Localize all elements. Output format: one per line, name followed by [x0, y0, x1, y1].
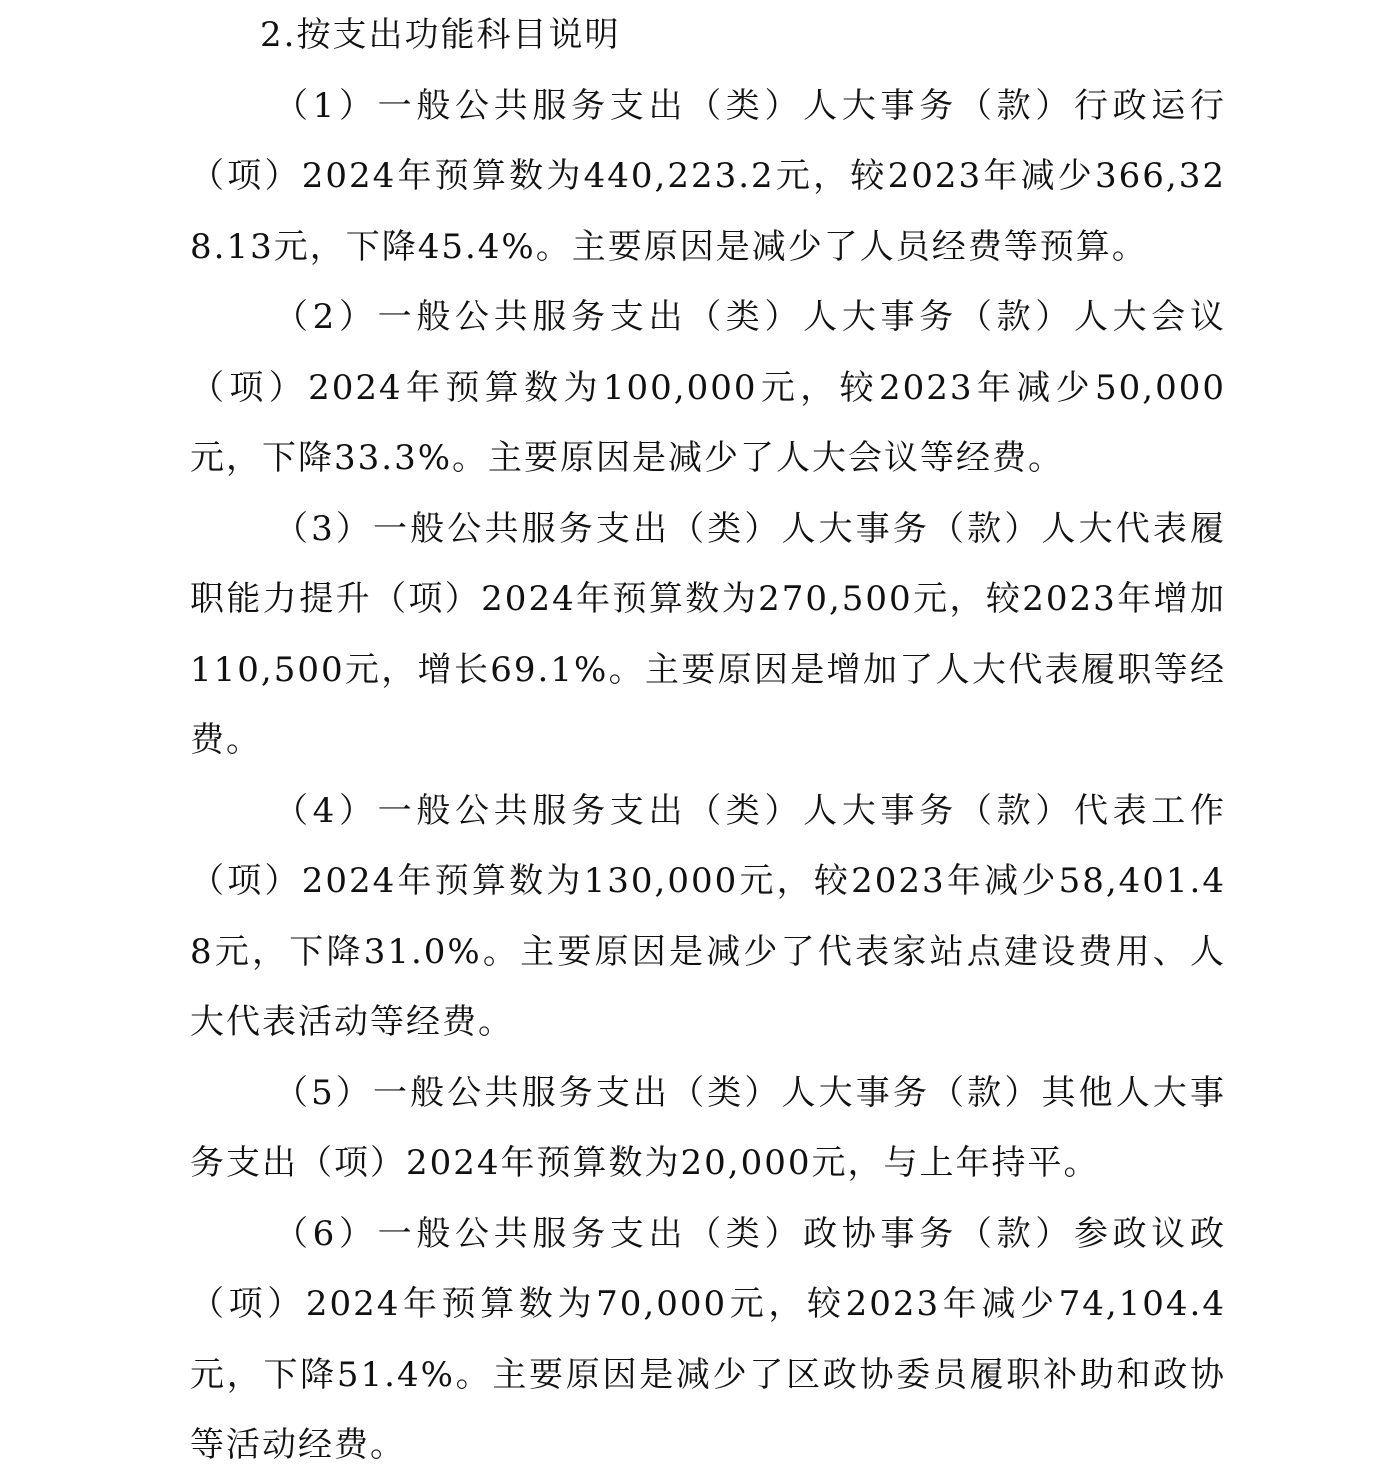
paragraph-item-2: （2）一般公共服务支出（类）人大事务（款）人大会议（项）2024年预算数为100,000元，较2023年减少50,000元，下降33.3%。主要原因是减少了人大会议等经费。	[190, 297, 1226, 478]
paragraph-item-5: （5）一般公共服务支出（类）人大事务（款）其他人大事务支出（项）2024年预算数为20,000元，与上年持平。	[190, 1072, 1226, 1183]
section-heading: 2.按支出功能科目说明	[260, 15, 621, 55]
paragraph-item-1: （1）一般公共服务支出（类）人大事务（款）行政运行（项）2024年预算数为440,223.2元，较2023年减少366,328.13元，下降45.4%。主要原因是减少了人员经费等预算。	[190, 85, 1226, 267]
paragraph-item-4: （4）一般公共服务支出（类）人大事务（款）代表工作（项）2024年预算数为130,000元，较2023年减少58,401.48元，下降31.0%。主要原因是减少了代表家站点建设费用、人大代表活动等经费。	[190, 790, 1226, 1042]
document-page	[190, 0, 1226, 1481]
paragraph-item-3: （3）一般公共服务支出（类）人大事务（款）人大代表履职能力提升（项）2024年预算数为270,500元，较2023年增加110,500元，增长69.1%。主要原因是增加了人大代表履职等经费。	[190, 508, 1226, 760]
paragraph-item-6: （6）一般公共服务支出（类）政协事务（款）参政议政（项）2024年预算数为70,000元，较2023年减少74,104.4元，下降51.4%。主要原因是减少了区政协委员履职补助和政协等活动经费。	[190, 1213, 1226, 1465]
